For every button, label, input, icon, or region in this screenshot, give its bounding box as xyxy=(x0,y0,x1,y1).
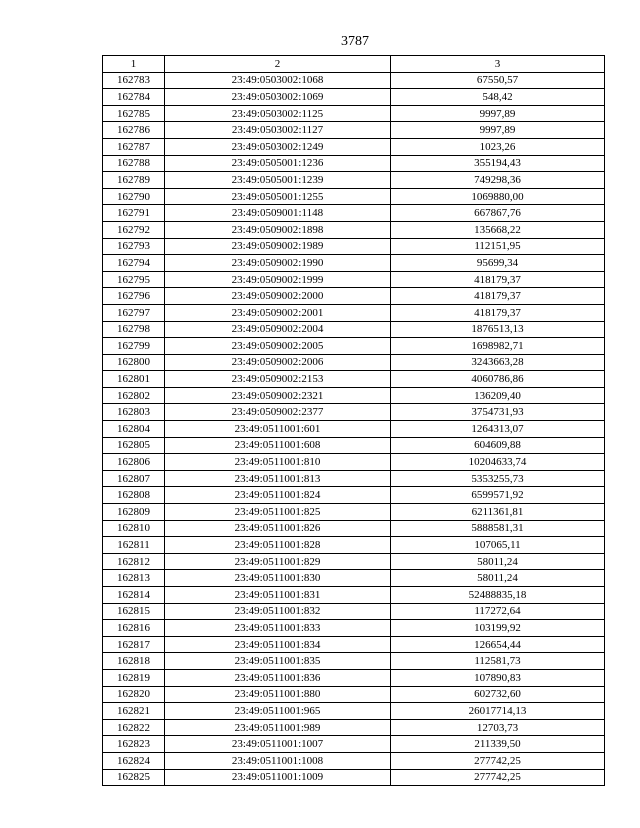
cadastral-number-cell: 23:49:0511001:832 xyxy=(165,603,391,620)
cadastral-number-cell: 23:49:0511001:833 xyxy=(165,620,391,637)
table-row xyxy=(103,752,605,769)
row-number-cell: 162814 xyxy=(103,587,165,604)
table-row xyxy=(103,172,605,189)
table-row xyxy=(103,437,605,454)
cadastral-number-cell: 23:49:0509002:2001 xyxy=(165,304,391,321)
value-cell: 749298,36 xyxy=(391,172,605,189)
table-row xyxy=(103,553,605,570)
cadastral-number-cell: 23:49:0509002:1989 xyxy=(165,238,391,255)
cadastral-number-cell: 23:49:0509002:2377 xyxy=(165,404,391,421)
row-number-cell: 162787 xyxy=(103,138,165,155)
cadastral-number-cell: 23:49:0511001:828 xyxy=(165,537,391,554)
table-header xyxy=(103,56,605,73)
table-row xyxy=(103,421,605,438)
cadastral-number-cell: 23:49:0511001:810 xyxy=(165,454,391,471)
value-cell: 1264313,07 xyxy=(391,421,605,438)
table-row xyxy=(103,620,605,637)
cadastral-number-cell: 23:49:0509001:1148 xyxy=(165,205,391,222)
cadastral-number-cell: 23:49:0505001:1239 xyxy=(165,172,391,189)
value-cell: 277742,25 xyxy=(391,769,605,786)
table-row xyxy=(103,271,605,288)
cadastral-number-cell: 23:49:0509002:1990 xyxy=(165,255,391,272)
table-row xyxy=(103,653,605,670)
row-number-cell: 162793 xyxy=(103,238,165,255)
value-cell: 6211361,81 xyxy=(391,504,605,521)
value-cell: 355194,43 xyxy=(391,155,605,172)
row-number-cell: 162808 xyxy=(103,487,165,504)
row-number-cell: 162813 xyxy=(103,570,165,587)
row-number-cell: 162791 xyxy=(103,205,165,222)
table-row xyxy=(103,138,605,155)
row-number-cell: 162801 xyxy=(103,371,165,388)
row-number-cell: 162806 xyxy=(103,454,165,471)
value-cell: 667867,76 xyxy=(391,205,605,222)
table-row xyxy=(103,769,605,786)
value-cell: 548,42 xyxy=(391,89,605,106)
row-number-cell: 162788 xyxy=(103,155,165,172)
cadastral-number-cell: 23:49:0511001:830 xyxy=(165,570,391,587)
cadastral-number-cell: 23:49:0511001:831 xyxy=(165,587,391,604)
value-cell: 418179,37 xyxy=(391,304,605,321)
value-cell: 107065,11 xyxy=(391,537,605,554)
value-cell: 12703,73 xyxy=(391,719,605,736)
cadastral-number-cell: 23:49:0505001:1236 xyxy=(165,155,391,172)
value-cell: 6599571,92 xyxy=(391,487,605,504)
table-row xyxy=(103,338,605,355)
cadastral-number-cell: 23:49:0503002:1125 xyxy=(165,105,391,122)
cadastral-number-cell: 23:49:0511001:880 xyxy=(165,686,391,703)
row-number-cell: 162796 xyxy=(103,288,165,305)
column-header-1: 1 xyxy=(103,56,165,73)
row-number-cell: 162789 xyxy=(103,172,165,189)
row-number-cell: 162798 xyxy=(103,321,165,338)
cadastral-number-cell: 23:49:0509002:2006 xyxy=(165,354,391,371)
table-row xyxy=(103,470,605,487)
row-number-cell: 162784 xyxy=(103,89,165,106)
value-cell: 1698982,71 xyxy=(391,338,605,355)
value-cell: 112151,95 xyxy=(391,238,605,255)
value-cell: 58011,24 xyxy=(391,570,605,587)
row-number-cell: 162792 xyxy=(103,221,165,238)
table-row xyxy=(103,669,605,686)
value-cell: 604609,88 xyxy=(391,437,605,454)
table-row xyxy=(103,537,605,554)
value-cell: 1069880,00 xyxy=(391,188,605,205)
row-number-cell: 162783 xyxy=(103,72,165,89)
value-cell: 3754731,93 xyxy=(391,404,605,421)
table-row xyxy=(103,72,605,89)
cadastral-number-cell: 23:49:0503002:1249 xyxy=(165,138,391,155)
table-row xyxy=(103,155,605,172)
row-number-cell: 162810 xyxy=(103,520,165,537)
value-cell: 5888581,31 xyxy=(391,520,605,537)
row-number-cell: 162816 xyxy=(103,620,165,637)
value-cell: 418179,37 xyxy=(391,288,605,305)
value-cell: 418179,37 xyxy=(391,271,605,288)
value-cell: 103199,92 xyxy=(391,620,605,637)
row-number-cell: 162799 xyxy=(103,338,165,355)
table-row xyxy=(103,354,605,371)
table-body xyxy=(103,72,605,786)
table-row xyxy=(103,304,605,321)
cadastral-number-cell: 23:49:0511001:989 xyxy=(165,719,391,736)
value-cell: 602732,60 xyxy=(391,686,605,703)
table-row xyxy=(103,736,605,753)
row-number-cell: 162803 xyxy=(103,404,165,421)
cadastral-number-cell: 23:49:0511001:826 xyxy=(165,520,391,537)
value-cell: 95699,34 xyxy=(391,255,605,272)
table-row xyxy=(103,603,605,620)
value-cell: 112581,73 xyxy=(391,653,605,670)
table-row xyxy=(103,504,605,521)
value-cell: 211339,50 xyxy=(391,736,605,753)
row-number-cell: 162804 xyxy=(103,421,165,438)
row-number-cell: 162818 xyxy=(103,653,165,670)
row-number-cell: 162820 xyxy=(103,686,165,703)
table-row xyxy=(103,487,605,504)
table-row xyxy=(103,188,605,205)
registry-table xyxy=(102,55,605,786)
row-number-cell: 162822 xyxy=(103,719,165,736)
cadastral-number-cell: 23:49:0511001:824 xyxy=(165,487,391,504)
cadastral-number-cell: 23:49:0511001:813 xyxy=(165,470,391,487)
cadastral-number-cell: 23:49:0505001:1255 xyxy=(165,188,391,205)
table-row xyxy=(103,387,605,404)
table-row xyxy=(103,570,605,587)
cadastral-number-cell: 23:49:0511001:1007 xyxy=(165,736,391,753)
table-row xyxy=(103,288,605,305)
row-number-cell: 162815 xyxy=(103,603,165,620)
value-cell: 277742,25 xyxy=(391,752,605,769)
table-row xyxy=(103,404,605,421)
table-row xyxy=(103,122,605,139)
cadastral-number-cell: 23:49:0511001:1009 xyxy=(165,769,391,786)
table-row xyxy=(103,587,605,604)
row-number-cell: 162802 xyxy=(103,387,165,404)
value-cell: 107890,83 xyxy=(391,669,605,686)
column-header-2: 2 xyxy=(165,56,391,73)
row-number-cell: 162795 xyxy=(103,271,165,288)
cadastral-number-cell: 23:49:0509002:1898 xyxy=(165,221,391,238)
cadastral-number-cell: 23:49:0509002:2321 xyxy=(165,387,391,404)
row-number-cell: 162823 xyxy=(103,736,165,753)
table-row xyxy=(103,238,605,255)
cadastral-number-cell: 23:49:0511001:825 xyxy=(165,504,391,521)
table-row xyxy=(103,89,605,106)
value-cell: 4060786,86 xyxy=(391,371,605,388)
table-row xyxy=(103,221,605,238)
cadastral-number-cell: 23:49:0511001:601 xyxy=(165,421,391,438)
row-number-cell: 162809 xyxy=(103,504,165,521)
table-row xyxy=(103,255,605,272)
cadastral-number-cell: 23:49:0509002:1999 xyxy=(165,271,391,288)
value-cell: 10204633,74 xyxy=(391,454,605,471)
cadastral-number-cell: 23:49:0511001:965 xyxy=(165,703,391,720)
value-cell: 1023,26 xyxy=(391,138,605,155)
row-number-cell: 162824 xyxy=(103,752,165,769)
row-number-cell: 162794 xyxy=(103,255,165,272)
table-row xyxy=(103,703,605,720)
cadastral-number-cell: 23:49:0509002:2000 xyxy=(165,288,391,305)
table-row xyxy=(103,719,605,736)
column-header-3: 3 xyxy=(391,56,605,73)
cadastral-number-cell: 23:49:0503002:1069 xyxy=(165,89,391,106)
cadastral-number-cell: 23:49:0509002:2005 xyxy=(165,338,391,355)
cadastral-number-cell: 23:49:0503002:1127 xyxy=(165,122,391,139)
row-number-cell: 162811 xyxy=(103,537,165,554)
value-cell: 3243663,28 xyxy=(391,354,605,371)
cadastral-number-cell: 23:49:0509002:2004 xyxy=(165,321,391,338)
row-number-cell: 162825 xyxy=(103,769,165,786)
value-cell: 9997,89 xyxy=(391,122,605,139)
value-cell: 67550,57 xyxy=(391,72,605,89)
table-row xyxy=(103,371,605,388)
row-number-cell: 162797 xyxy=(103,304,165,321)
cadastral-number-cell: 23:49:0511001:834 xyxy=(165,636,391,653)
value-cell: 1876513,13 xyxy=(391,321,605,338)
table-row xyxy=(103,105,605,122)
table-row xyxy=(103,636,605,653)
header-row xyxy=(103,56,605,73)
table-row xyxy=(103,454,605,471)
row-number-cell: 162821 xyxy=(103,703,165,720)
cadastral-number-cell: 23:49:0511001:1008 xyxy=(165,752,391,769)
cadastral-number-cell: 23:49:0511001:608 xyxy=(165,437,391,454)
row-number-cell: 162790 xyxy=(103,188,165,205)
value-cell: 58011,24 xyxy=(391,553,605,570)
value-cell: 5353255,73 xyxy=(391,470,605,487)
cadastral-number-cell: 23:49:0503002:1068 xyxy=(165,72,391,89)
page-number: 3787 xyxy=(341,34,369,49)
value-cell: 136209,40 xyxy=(391,387,605,404)
table-row xyxy=(103,686,605,703)
value-cell: 117272,64 xyxy=(391,603,605,620)
value-cell: 135668,22 xyxy=(391,221,605,238)
value-cell: 52488835,18 xyxy=(391,587,605,604)
row-number-cell: 162812 xyxy=(103,553,165,570)
table-row xyxy=(103,520,605,537)
row-number-cell: 162785 xyxy=(103,105,165,122)
value-cell: 26017714,13 xyxy=(391,703,605,720)
table-row xyxy=(103,205,605,222)
cadastral-number-cell: 23:49:0511001:835 xyxy=(165,653,391,670)
row-number-cell: 162807 xyxy=(103,470,165,487)
row-number-cell: 162800 xyxy=(103,354,165,371)
cadastral-number-cell: 23:49:0509002:2153 xyxy=(165,371,391,388)
row-number-cell: 162819 xyxy=(103,669,165,686)
cadastral-number-cell: 23:49:0511001:829 xyxy=(165,553,391,570)
value-cell: 9997,89 xyxy=(391,105,605,122)
cadastral-number-cell: 23:49:0511001:836 xyxy=(165,669,391,686)
value-cell: 126654,44 xyxy=(391,636,605,653)
row-number-cell: 162805 xyxy=(103,437,165,454)
table-row xyxy=(103,321,605,338)
row-number-cell: 162817 xyxy=(103,636,165,653)
row-number-cell: 162786 xyxy=(103,122,165,139)
